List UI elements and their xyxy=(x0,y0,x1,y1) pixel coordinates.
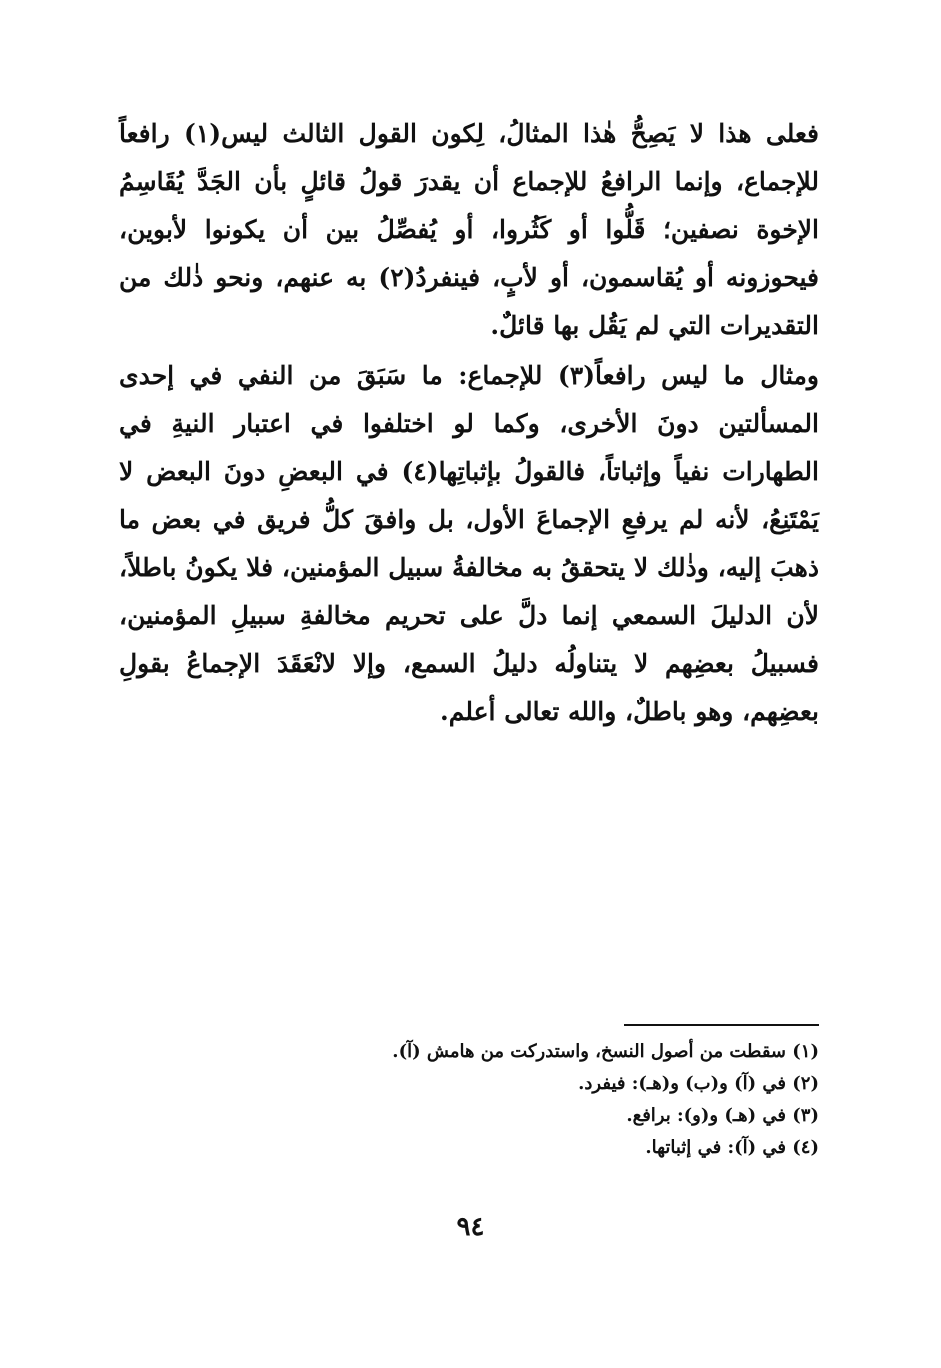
main-text xyxy=(119,110,819,736)
paragraph-2: ومثال ما ليس رافعاً(٣) للإجماع: ما سَبَقَ من النفي في إحدى المسألتين دونَ الأخرى، وكما لو اختلفوا في اعتبار النيةِ في الطهارات نفياً وإثباتاً، فالقولُ بإثباتِها(٤) في البعضِ دونَ البعض لا يَمْتَنِعُ، لأنه لم يرفعِ الإجماعَ الأول، بل وافقَ كلُّ فريق في بعض ما ذهبَ إليه، وذٰلك لا يتحققُ به مخالفةُ سبيل المؤمنين، فلا يكونُ باطلاً، لأن الدليلَ السمعي إنما دلَّ على تحريم مخالفةِ سبيلِ المؤمنين، فسبيلُ بعضِهم لا يتناولُه دليلُ السمع، وإلا لانْعَقَدَ الإجماعُ بقولِ بعضِهم، وهو باطلٌ، والله تعالى أعلم. xyxy=(119,361,820,726)
footnote-1: (١) سقطت من أصول النسخ، واستدركت من هامش (آ). xyxy=(392,1041,819,1062)
footnote-4: (٤) في (آ): في إثباتها. xyxy=(645,1137,819,1158)
footnote-separator xyxy=(624,1024,819,1026)
footnote-3: (٣) في (هـ) و(و): برافع. xyxy=(626,1105,819,1126)
page-number: ٩٤ xyxy=(456,1212,485,1242)
footnotes xyxy=(119,1036,819,1164)
paragraph-1: فعلى هذا لا يَصِحُّ هٰذا المثالُ، لِكون القول الثالث ليس(١) رافعاً للإجماع، وإنما الرافعُ للإجماع أن يقدرَ قولُ قائلٍ بأن الجَدَّ يُقَاسِمُ الإخوة نصفين؛ قَلُّوا أو كَثُروا، أو يُفصِّلُ بين أن يكونوا لأبوين، فيحوزونه أو يُقاسمون، أو لأبٍ، فينفردُ(٢) به عنهم، ونحو ذٰلك من التقديرات التي لم يَقُل بها قائلٌ. xyxy=(119,119,819,340)
footnote-2: (٢) في (آ) و(ب) و(هـ): فيفرد. xyxy=(578,1073,819,1094)
